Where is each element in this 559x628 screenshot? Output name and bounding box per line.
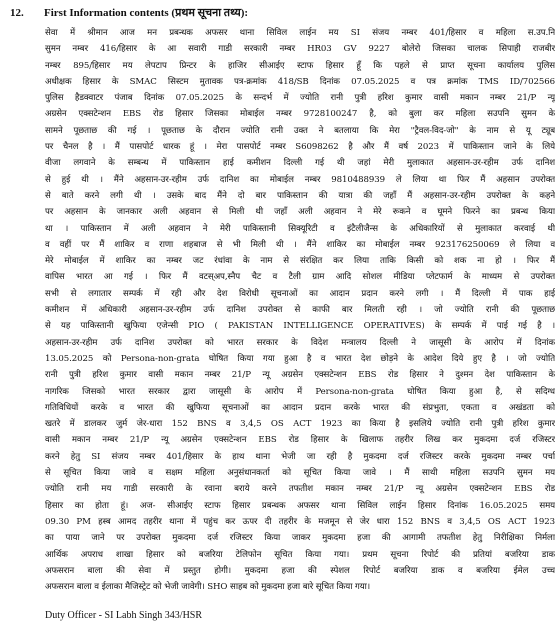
- fir-contents-body: [45, 25, 555, 595]
- body-line: 13.05.2025 को Persona-non-grata घोषित किया गया हुआ है व भारत देश छोड़ने के आदेश दिये हुए है । जो ज्योति: [45, 353, 555, 364]
- body-line: पर चैनल है । मैं पासपोर्ट धारक हूं । मेरा पासपोर्ट नम्बर S6098262 है और मैं वर्ष 2023 में पाकिस्तान जाने के लिये: [45, 142, 555, 153]
- body-line: सुमन नम्बर 416/हिसार के आ सवारी गाडी सरकारी नम्बर HR03 GV 9227 बोलेरो जिसका चालक सिपाही राजबीर: [45, 44, 555, 55]
- body-line: नागरिक जिसको भारत सरकार द्वारा जासूसी के आरोप में Persona-non-grata घोषित किया हुआ है, से सदिग्ध: [45, 386, 555, 397]
- body-line: ज्योति रानी मय गाडी सरकारी के रवाना बराये करने तफतीश मकान नम्बर 21/P न्यू अग्रसेन एक्सटेन्शन EBS रोड: [45, 484, 555, 495]
- body-line: से हुई थी । मैंने अहसान-उर-रहीम उर्फ दानिश का मोबाईल नम्बर 9810488939 ले लिया था फिर मैं अहसान उपरोक्त: [45, 174, 555, 185]
- body-line: अग्रसेन एक्सटेन्शन EBS रोड हिसार जिसका मोबाईल नम्बर 9728100247 है, को बुला कर महिला सउपनि सुमन के: [45, 109, 555, 120]
- body-line: का पाया जाने पर उपरोक्त मुकदमा दर्ज रजिस्टर किया जाकर मुकदमा हजा की आगामी तफतीश हेतु निरीक्षिका निर्मला: [45, 533, 555, 544]
- section-heading: [10, 5, 248, 21]
- body-line: से सूचित किया जावे व सक्षम महिला अनुसंधानकर्ता को सूचित किया जावे । मैं साथी महिला सउपनि सुमन मय: [45, 468, 555, 479]
- body-line: खतरे में डालकर जुर्म जेर-धारा 152 BNS व 3,4,5 OS ACT 1923 का किया है इसलिये ज्योति रानी पुत्री हरिश कुमार: [45, 419, 555, 430]
- section-title: First Information contents (प्रथम सूचना तथ्य):: [44, 7, 249, 19]
- body-line: वीजा लगवाने के सम्बन्ध में पाकिस्तान हाई कमीशन दिल्ली गई थी जहां मेरी मुलाकात अहसान-उर-रहीम उर्फ दानिश: [45, 158, 555, 169]
- body-line: पर अहसान के जानकार अली अहवान से मिली थी जहाँ अली अहवान ने मेरे रूकने व घूमने फिरने का प्रबन्ध किया: [45, 207, 555, 218]
- body-line: था । पाकिस्तान में अली अहवान ने मेरी पाकिस्तानी सिक्यूरिटी व इंटैलीजैन्स के अधिकारियों से मुलाकात करवाई थी: [45, 223, 555, 234]
- body-line: सेवा में श्रीमान आज मन प्रबन्धक अफसर थाना सिविल लाईन मय SI संजय नम्बर 401/हिसार व महिला स.उप.नि: [45, 28, 555, 38]
- body-line: अहसान-उर-रहीम उर्फ दानिश उपरोक्त को भारत सरकार के विदेश मन्त्रालय दिल्ली ने जासूसी के आरोप में दिनांक: [45, 337, 555, 348]
- body-line: मेरे मोबाईल में शाकिर का नम्बर जट रंधांवा के नाम से संरक्षित कर लिया ताकि किसी को शक ना हो । फिर मैं: [45, 256, 555, 267]
- body-line: नम्बर 895/हिसार मय लेपटाप प्रिन्टर के हाजिर सीआईए स्टाफ हिसार हूँ कि पहले से प्राप्त सूचना कार्यालय पुलिस: [45, 60, 555, 71]
- body-line: से बाते करने लगी थी । उसके बाद मैंने दो बार पाकिस्तान की यात्रा की जहाँ मैं अहसान-उर-रहीम उपरोक्त के कहने: [45, 190, 555, 201]
- body-line: अधीक्षक हिसार के SMAC सिस्टम मुतावक पत्र-क्रमांक 418/SB दिनांक 07.05.2025 व पत्र क्रमांक TMS ID/702566: [45, 76, 555, 87]
- duty-officer-signature: Duty Officer - SI Labh Singh 343/HSR: [45, 610, 203, 621]
- body-line: वापिस भारत आ गई । फिर मैं वटस्अप,स्नैप चैट व टैली ग्राम आदि सोशल मीडिया प्लेटफार्म के माध्यम से उपरोक्त: [45, 272, 555, 283]
- body-line: अफसरान बाला की सेवा में प्रस्तुत होगी। मुकदमा हजा की स्पेशल रिपोर्ट बजरिया डाक व बजरिया ईमेल उच्च: [45, 565, 555, 576]
- body-line: सभी से लगातार सम्पर्क में रही और देश विरोधी सूचनाओं का आदान प्रदान करने लगी । मैं दिल्ली में पाक हाई: [45, 288, 555, 299]
- body-line: वासी मकान नम्बर 21/P न्यू अग्रसेन एक्सटेन्शन EBS रोड हिसार के खिलाफ तहरीर लिख कर मुकदमा दर्ज रजिस्टर: [45, 435, 555, 446]
- body-line: हिसार का होता हूं। अज- सीआईए स्टाफ हिसार प्रबन्धक अफसर थाना सिविल लाईन हिसार दिनांक 16.05.2025 समय: [45, 500, 555, 511]
- section-number: 12.: [10, 7, 24, 19]
- body-line: 09.30 PM हस्ब आमद तहरीर थाना में पहुंच कर ऊपर दी तहरीर के मजमून से जेर धारा 152 BNS व 3,4,5 OS ACT 1923: [45, 516, 555, 527]
- body-line: कमीशन में अधिकारी अहसान-उर-रहीम उर्फ दानिश उपरोक्त से काफी बार मिलती रही । जो ज्योति रानी की पूछताछ: [45, 305, 555, 316]
- body-line: रानी पुत्री हरिश कुमार वासी मकान नम्बर 21/P न्यू अग्रसेन एक्सटेन्शन EBS रोड हिसार ने दुश्मन देश पाकिस्तान के: [45, 370, 555, 381]
- body-line: आर्थिक अपराध शाखा हिसार को बजरिया टेलिफोन सूचित किया गया। प्रथम सूचना रिपोर्ट की प्रतियां बजरिया डाक: [45, 549, 555, 560]
- body-line: अफसरान बाला व ईलाका मैजिस्ट्रेट को भेजी जावेगी। SHO साहब को मुकदमा हजा बारे सूचित किया गया।: [45, 582, 370, 593]
- body-line: करने हेतु SI संजय नम्बर 401/हिसार के हाथ थाना भेजी जा रही है मुकदमा दर्ज रजिस्टर करके मुकदमा नम्बर पर्चा: [45, 451, 555, 462]
- body-line: गतिविधियों करके व भारत की खुफिया सूचनाओं का आदान प्रदान करके भारत की संप्रभुता, एकता व अखंडता को: [45, 402, 555, 413]
- body-line: व वहीं पर मैं शाकिर व राणा शहबाज से भी मिली थी । मैंने शाकिर का मोबाईल नम्बर 923176250069 ले लिया व: [45, 239, 555, 250]
- body-line: पुलिस हैडक्वाटर पंजाब दिनांक 07.05.2025 के सन्दर्भ में ज्योति रानी पुत्री हरिश कुमार वासी मकान नम्बर 21/P न्यू: [45, 93, 555, 104]
- body-line: सामने पूछताछ की गई । पूछताछ के दौरान ज्योति रानी उक्त ने बतलाया कि मेरा "ट्रैवल-विद-जो" के नाम से यू ट्यूब: [45, 125, 555, 136]
- body-line: से यह पाकिस्तानी खुफिया एजेन्सी PIO ( PAKISTAN INTELLIGENCE OPERATIVES) के सम्पर्क में पाई गई है ।: [45, 321, 555, 332]
